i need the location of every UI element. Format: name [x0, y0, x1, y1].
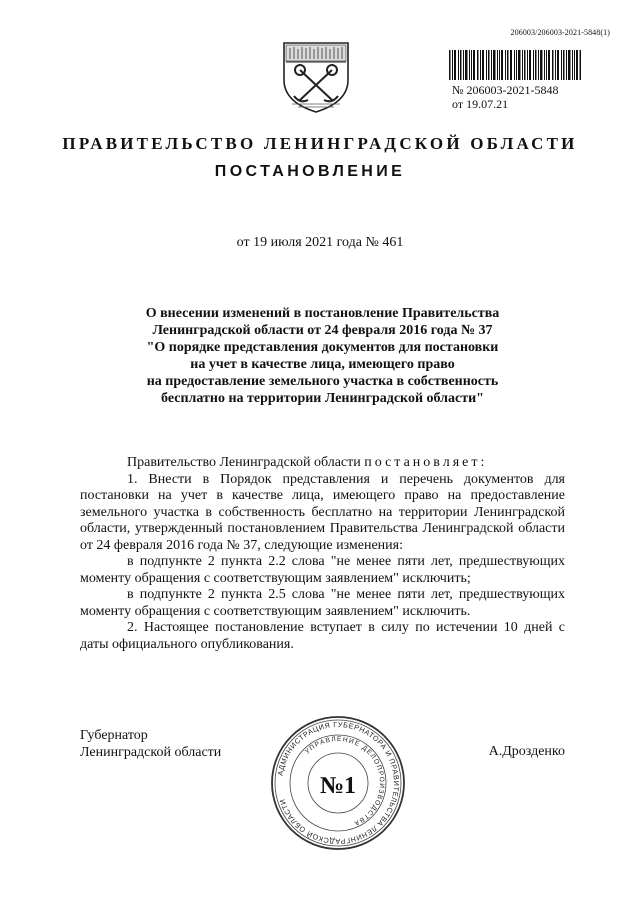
heading-line: О внесении изменений в постановление Правительства	[145, 306, 500, 321]
paragraph: 2. Настоящее постановление вступает в силу по истечении 10 дней с даты официального опубликования.	[80, 620, 565, 652]
registration-number: № 206003-2021-5848	[452, 83, 559, 97]
coat-of-arms-icon	[280, 40, 352, 114]
heading-line: бесплатно на территории Ленинградской области"	[161, 391, 484, 406]
paragraph: 1. Внести в Порядок представления и перечень документов для постановки на учет в качестве лица, имеющего право на предоставление земельного участка в собственность бесплатно на территории Ленинградской области, утвержденный постановлением Правительства Ленинградской области от 24 февраля 2016 года № 37, следующие изменения:	[80, 471, 565, 553]
document-type: ПОСТАНОВЛЕНИЕ	[214, 163, 406, 180]
registration-date: от 19.07.21	[452, 97, 509, 111]
heading-line: "О порядке представления документов для постановки	[146, 340, 499, 355]
paragraph: в подпункте 2 пункта 2.2 слова "не менее пяти лет, предшествующих моменту обращения с соответствующим заявлением" исключить;	[80, 554, 565, 586]
preamble-lead: Правительство Ленинградской области	[127, 455, 361, 470]
stamp-ring-text: АДМИНИСТРАЦИЯ ГУБЕРНАТОРА И ПРАВИТЕЛЬСТВА ЛЕНИНГРАДСКОЙ ОБЛАСТИ	[275, 719, 402, 847]
preamble-verb: постановляет:	[364, 455, 488, 470]
preamble	[80, 455, 565, 472]
document-body	[80, 455, 565, 653]
authority-title: ПРАВИТЕЛЬСТВО ЛЕНИНГРАДСКОЙ ОБЛАСТИ	[62, 134, 578, 153]
heading-line: Ленинградской области от 24 февраля 2016 года № 37	[152, 323, 493, 338]
signatory-position	[80, 727, 221, 761]
registration-info	[452, 83, 558, 111]
heading-line: на предоставление земельного участка в собственность	[146, 374, 499, 389]
signatory-name: А.Дрозденко	[488, 744, 565, 759]
stamp-number: №1	[319, 773, 357, 799]
document-date-number: от 19 июля 2021 года № 461	[236, 235, 404, 250]
paragraph: в подпункте 2 пункта 2.5 слова "не менее пяти лет, предшествующих моменту обращения с соответствующим заявлением" исключить.	[80, 587, 565, 619]
position-line: Губернатор	[80, 728, 148, 743]
position-line: Ленинградской области	[80, 745, 222, 760]
document-heading	[80, 305, 565, 407]
stamp-inner-text: УПРАВЛЕНИЕ ДЕЛОПРОИЗВОДСТВА	[303, 735, 386, 827]
document-code: 206003/206003-2021-5848(1)	[510, 28, 610, 37]
barcode-icon	[449, 50, 581, 80]
official-stamp-icon	[268, 713, 408, 853]
heading-line: на учет в качестве лица, имеющего право	[190, 357, 455, 372]
